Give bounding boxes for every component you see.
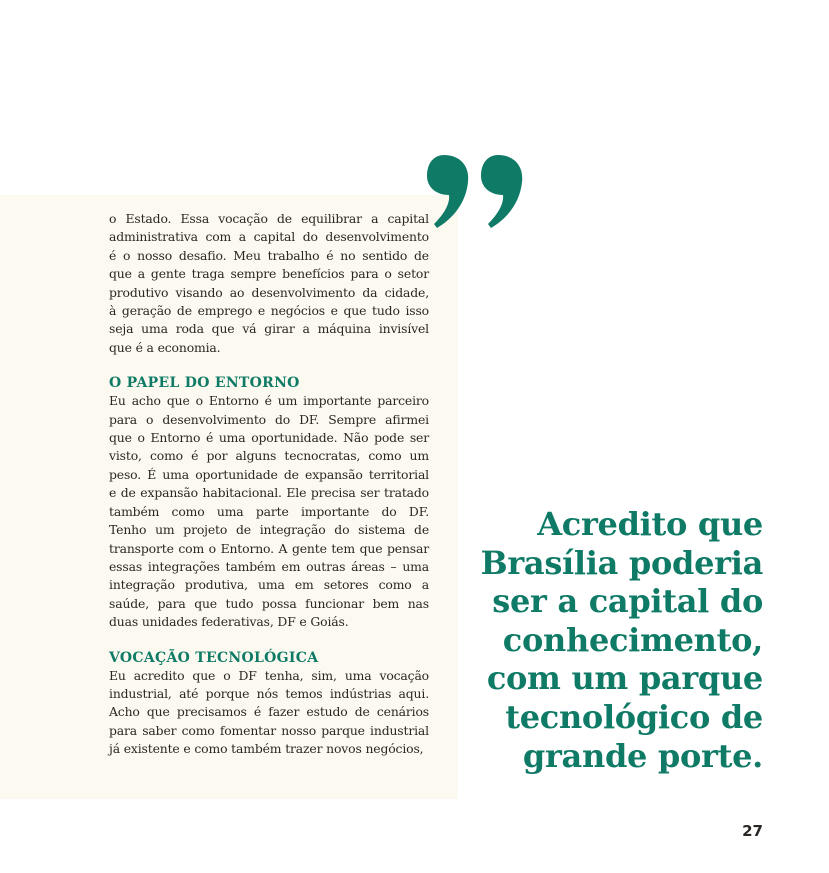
pull-quote-line: Acredito que	[537, 505, 763, 543]
pull-quote-line: conhecimento,	[502, 620, 763, 659]
page-number: 27	[742, 822, 763, 840]
text-line: peso. É uma oportunidade de expansão territorial	[109, 466, 429, 482]
entorno-paragraph	[109, 392, 429, 631]
text-line: que é a economia.	[109, 339, 221, 355]
pull-quote-line: grande porte.	[522, 736, 763, 775]
text-line: integração produtiva, uma em setores como a	[109, 577, 429, 593]
pull-quote-line: Brasília poderia	[480, 543, 763, 582]
text-line: produtivo visando ao desenvolvimento da cidade,	[109, 284, 429, 300]
text-line: Tenho um projeto de integração do sistema de	[109, 522, 429, 538]
text-line: que o Entorno é uma oportunidade. Não pode ser	[109, 430, 429, 446]
text-line: para o desenvolvimento do DF. Sempre afirmei	[109, 411, 429, 427]
text-line: saúde, para que tudo possa funcionar bem nas	[109, 595, 429, 611]
text-line: visto, como é por alguns tecnocratas, como um	[109, 448, 429, 464]
text-line: e de expansão habitacional. Ele precisa ser tratado	[109, 485, 429, 501]
pull-quote-line: com um parque	[486, 659, 763, 698]
text-line: seja uma roda que vá girar a máquina invisível	[109, 321, 429, 337]
pull-quote	[433, 505, 763, 775]
text-line: já existente e como também trazer novos negócios,	[109, 741, 424, 757]
intro-paragraph	[109, 210, 429, 357]
text-line: transporte com o Entorno. A gente tem que pensar	[109, 540, 429, 556]
text-line: Acho que precisamos é fazer estudo de cenários	[109, 704, 429, 720]
text-line: administrativa com a capital do desenvolvimento	[109, 229, 429, 245]
pull-quote-line: ser a capital do	[492, 582, 763, 621]
vocacao-paragraph	[109, 667, 429, 759]
section-heading-vocacao-tecnologica: VOCAÇÃO TECNOLÓGICA	[109, 649, 319, 666]
text-line: Eu acho que o Entorno é um importante parceiro	[109, 393, 429, 409]
text-line: também como uma parte importante do DF.	[109, 503, 429, 519]
text-line: o Estado. Essa vocação de equilibrar a capital	[109, 211, 429, 226]
pull-quote-line: tecnológico de	[505, 697, 763, 736]
body-text-column	[109, 210, 429, 759]
closing-quotation-mark-icon	[424, 150, 524, 234]
text-line: para saber como fomentar nosso parque industrial	[109, 722, 429, 738]
text-line: industrial, até porque nós temos indústrias aqui.	[109, 685, 429, 701]
text-line: Eu acredito que o DF tenha, sim, uma vocação	[109, 667, 429, 683]
section-heading-entorno: O PAPEL DO ENTORNO	[109, 375, 300, 392]
text-line: essas integrações também em outras áreas – uma	[109, 558, 429, 574]
text-line: é o nosso desafio. Meu trabalho é no sentido de	[109, 247, 429, 263]
text-line: duas unidades federativas, DF e Goiás.	[109, 614, 349, 630]
text-line: à geração de emprego e negócios e que tudo isso	[109, 303, 429, 319]
text-line: que a gente traga sempre benefícios para o setor	[109, 266, 429, 282]
